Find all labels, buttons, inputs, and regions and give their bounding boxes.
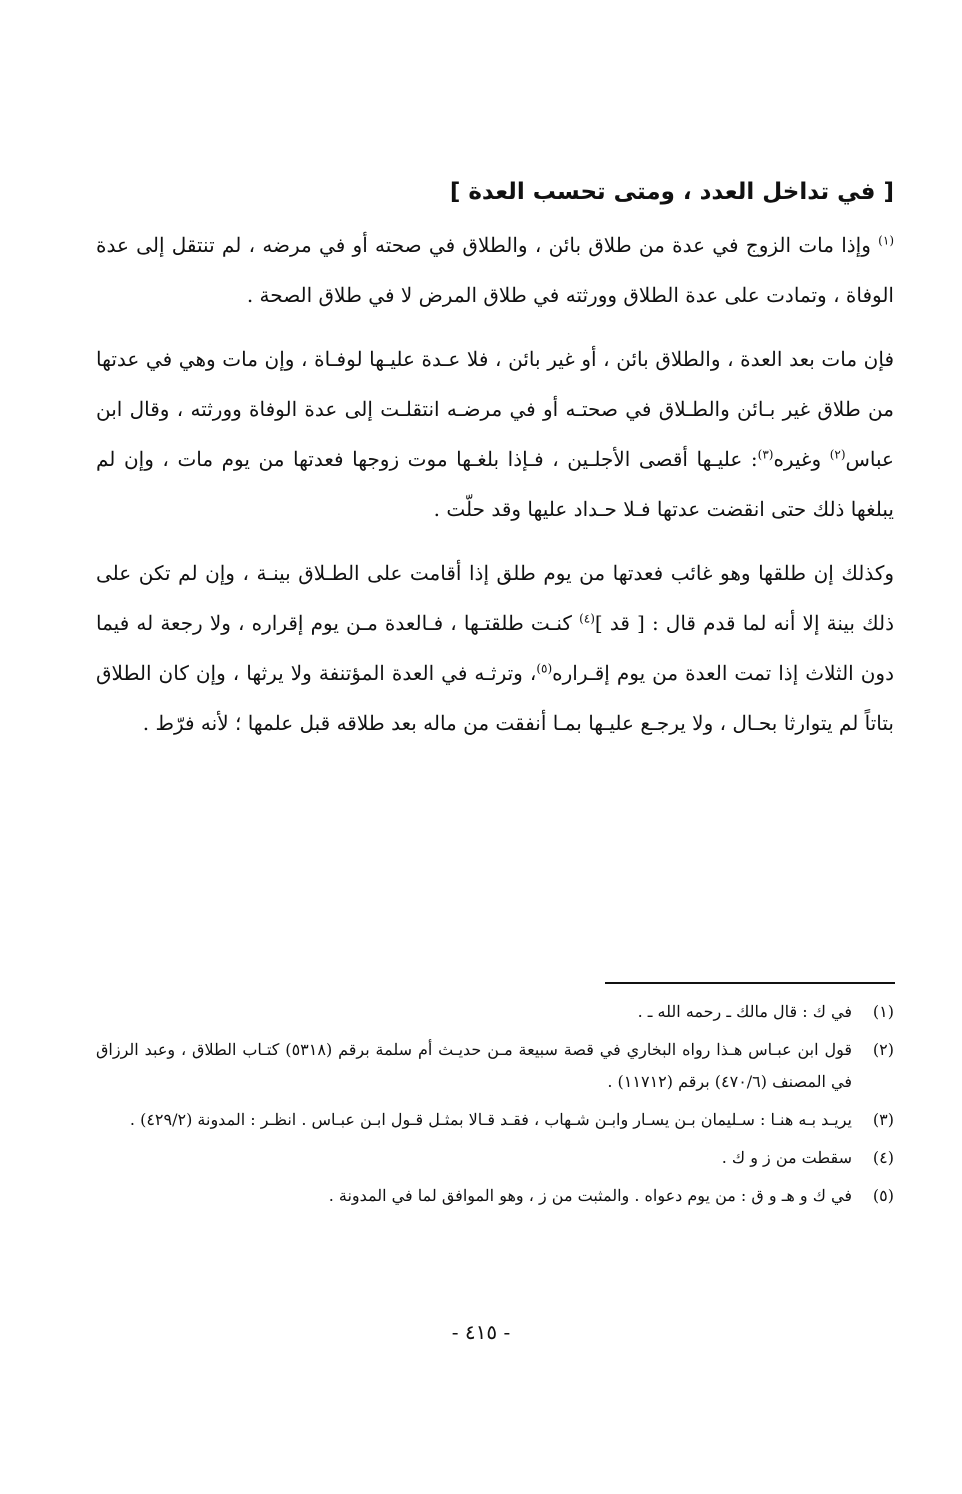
paragraph-2 — [96, 334, 894, 534]
footnote-5 — [96, 1180, 894, 1212]
footnote-separator — [605, 982, 895, 984]
footnote-4 — [96, 1142, 894, 1174]
paragraph-1 — [96, 220, 894, 320]
footnote-text: في ك : قال مالك ـ رحمه الله ـ . — [637, 1002, 852, 1021]
paragraph-3-part-2: كنـت طلقتـها ، فـالعدة مـن يوم إقراره ، ولا رجعة له فيما دون الثلاث إذا تمت العدة من يوم إقـراره — [96, 611, 894, 685]
paragraph-2-part-2: وغيره — [773, 447, 830, 471]
footnote-1 — [96, 996, 894, 1028]
footnote-number: (٢) — [872, 1040, 894, 1059]
footnote-text: قول ابن عبـاس هـذا رواه البخاري في قصة سبيعة مـن حديـث أم سلمة برقم (٥٣١٨) كتـاب الطلاق ، وعبد الرزاق في المصنف (٤٧٠/٦) برقم (١١٧١٢) . — [96, 1040, 853, 1091]
paragraph-3-part-3: ، وترثـه في العدة المؤتنفة ولا يرثها ، وإن كان الطلاق بتاتاً لم يتوارثا بحـال ، ولا يرجـع عليـها بمـا أنفقت من ماله بعد طلاقه قبل علمها ؛ لأنه فرّط . — [96, 661, 894, 735]
footnote-2 — [96, 1034, 894, 1098]
paragraph-1-text: وإذا مات الزوج في عدة من طلاق بائن ، والطلاق في صحته أو في مرضه ، لم تنتقل إلى عدة الوفاة ، وتمادت على عدة الطلاق وورثته في طلاق المرض لا في طلاق الصحة . — [96, 233, 894, 307]
main-text-block — [96, 170, 894, 762]
footnote-ref-5: (٥) — [536, 661, 553, 676]
footnote-text: يريـد بـه هنـا : سـليمان بـن يسـار وابـن شـهاب ، فقـد قـالا بمثـل قـول ابـن عبـاس . انظـر : المدونة (٤٢٩/٢) . — [129, 1110, 852, 1129]
paragraph-2-part-3: : عليـها أقصى الأجلـين ، فـإذا بلغـها موت زوجها فعدتها من يوم مات ، وإن لم يبلغها ذلك حتى انقضت عدتها فـلا حـداد عليها وقد حلّت . — [96, 447, 894, 521]
footnote-text: في ك و هـ و ق : من يوم دعواه . والمثبت من ز ، وهو الموافق لما في المدونة . — [328, 1186, 852, 1205]
footnote-text: سقطت من ز و ك . — [721, 1148, 852, 1167]
footnote-ref-3: (٣) — [757, 447, 774, 462]
paragraph-3 — [96, 548, 894, 748]
section-heading: [ في تداخل العدد ، ومتى تحسب العدة ] — [449, 179, 894, 205]
paragraph-3-part-1: وكذلك إن طلقها وهو غائب فعدتها من يوم طلق إذا أقامت على الطـلاق بينـة ، وإن لم تكن على ذلك بينة إلا أنه لما قدم قال : [ قد ] — [96, 561, 894, 635]
page-number: - ٤١٥ - — [451, 1320, 511, 1344]
footnote-3 — [96, 1104, 894, 1136]
footnote-number: (٥) — [872, 1186, 894, 1205]
footnote-ref-4: (٤) — [579, 611, 595, 626]
footnote-ref-1: (١) — [878, 233, 894, 248]
footnote-number: (٤) — [872, 1148, 894, 1167]
footnote-ref-2: (٢) — [829, 447, 846, 462]
footnotes — [96, 996, 894, 1218]
paragraph-2-part-1: فإن مات بعد العدة ، والطلاق بائن ، أو غير بائن ، فلا عـدة عليـها لوفـاة ، وإن مات وهي في عدتها من طلاق غير بـائن والطـلاق في صحتـه أو في مرضـه انتقلـت إلى عدة الوفاة وورثته ، وقال ابن عباس — [96, 347, 894, 471]
footnote-number: (٣) — [872, 1110, 894, 1129]
footnote-number: (١) — [872, 1002, 894, 1021]
